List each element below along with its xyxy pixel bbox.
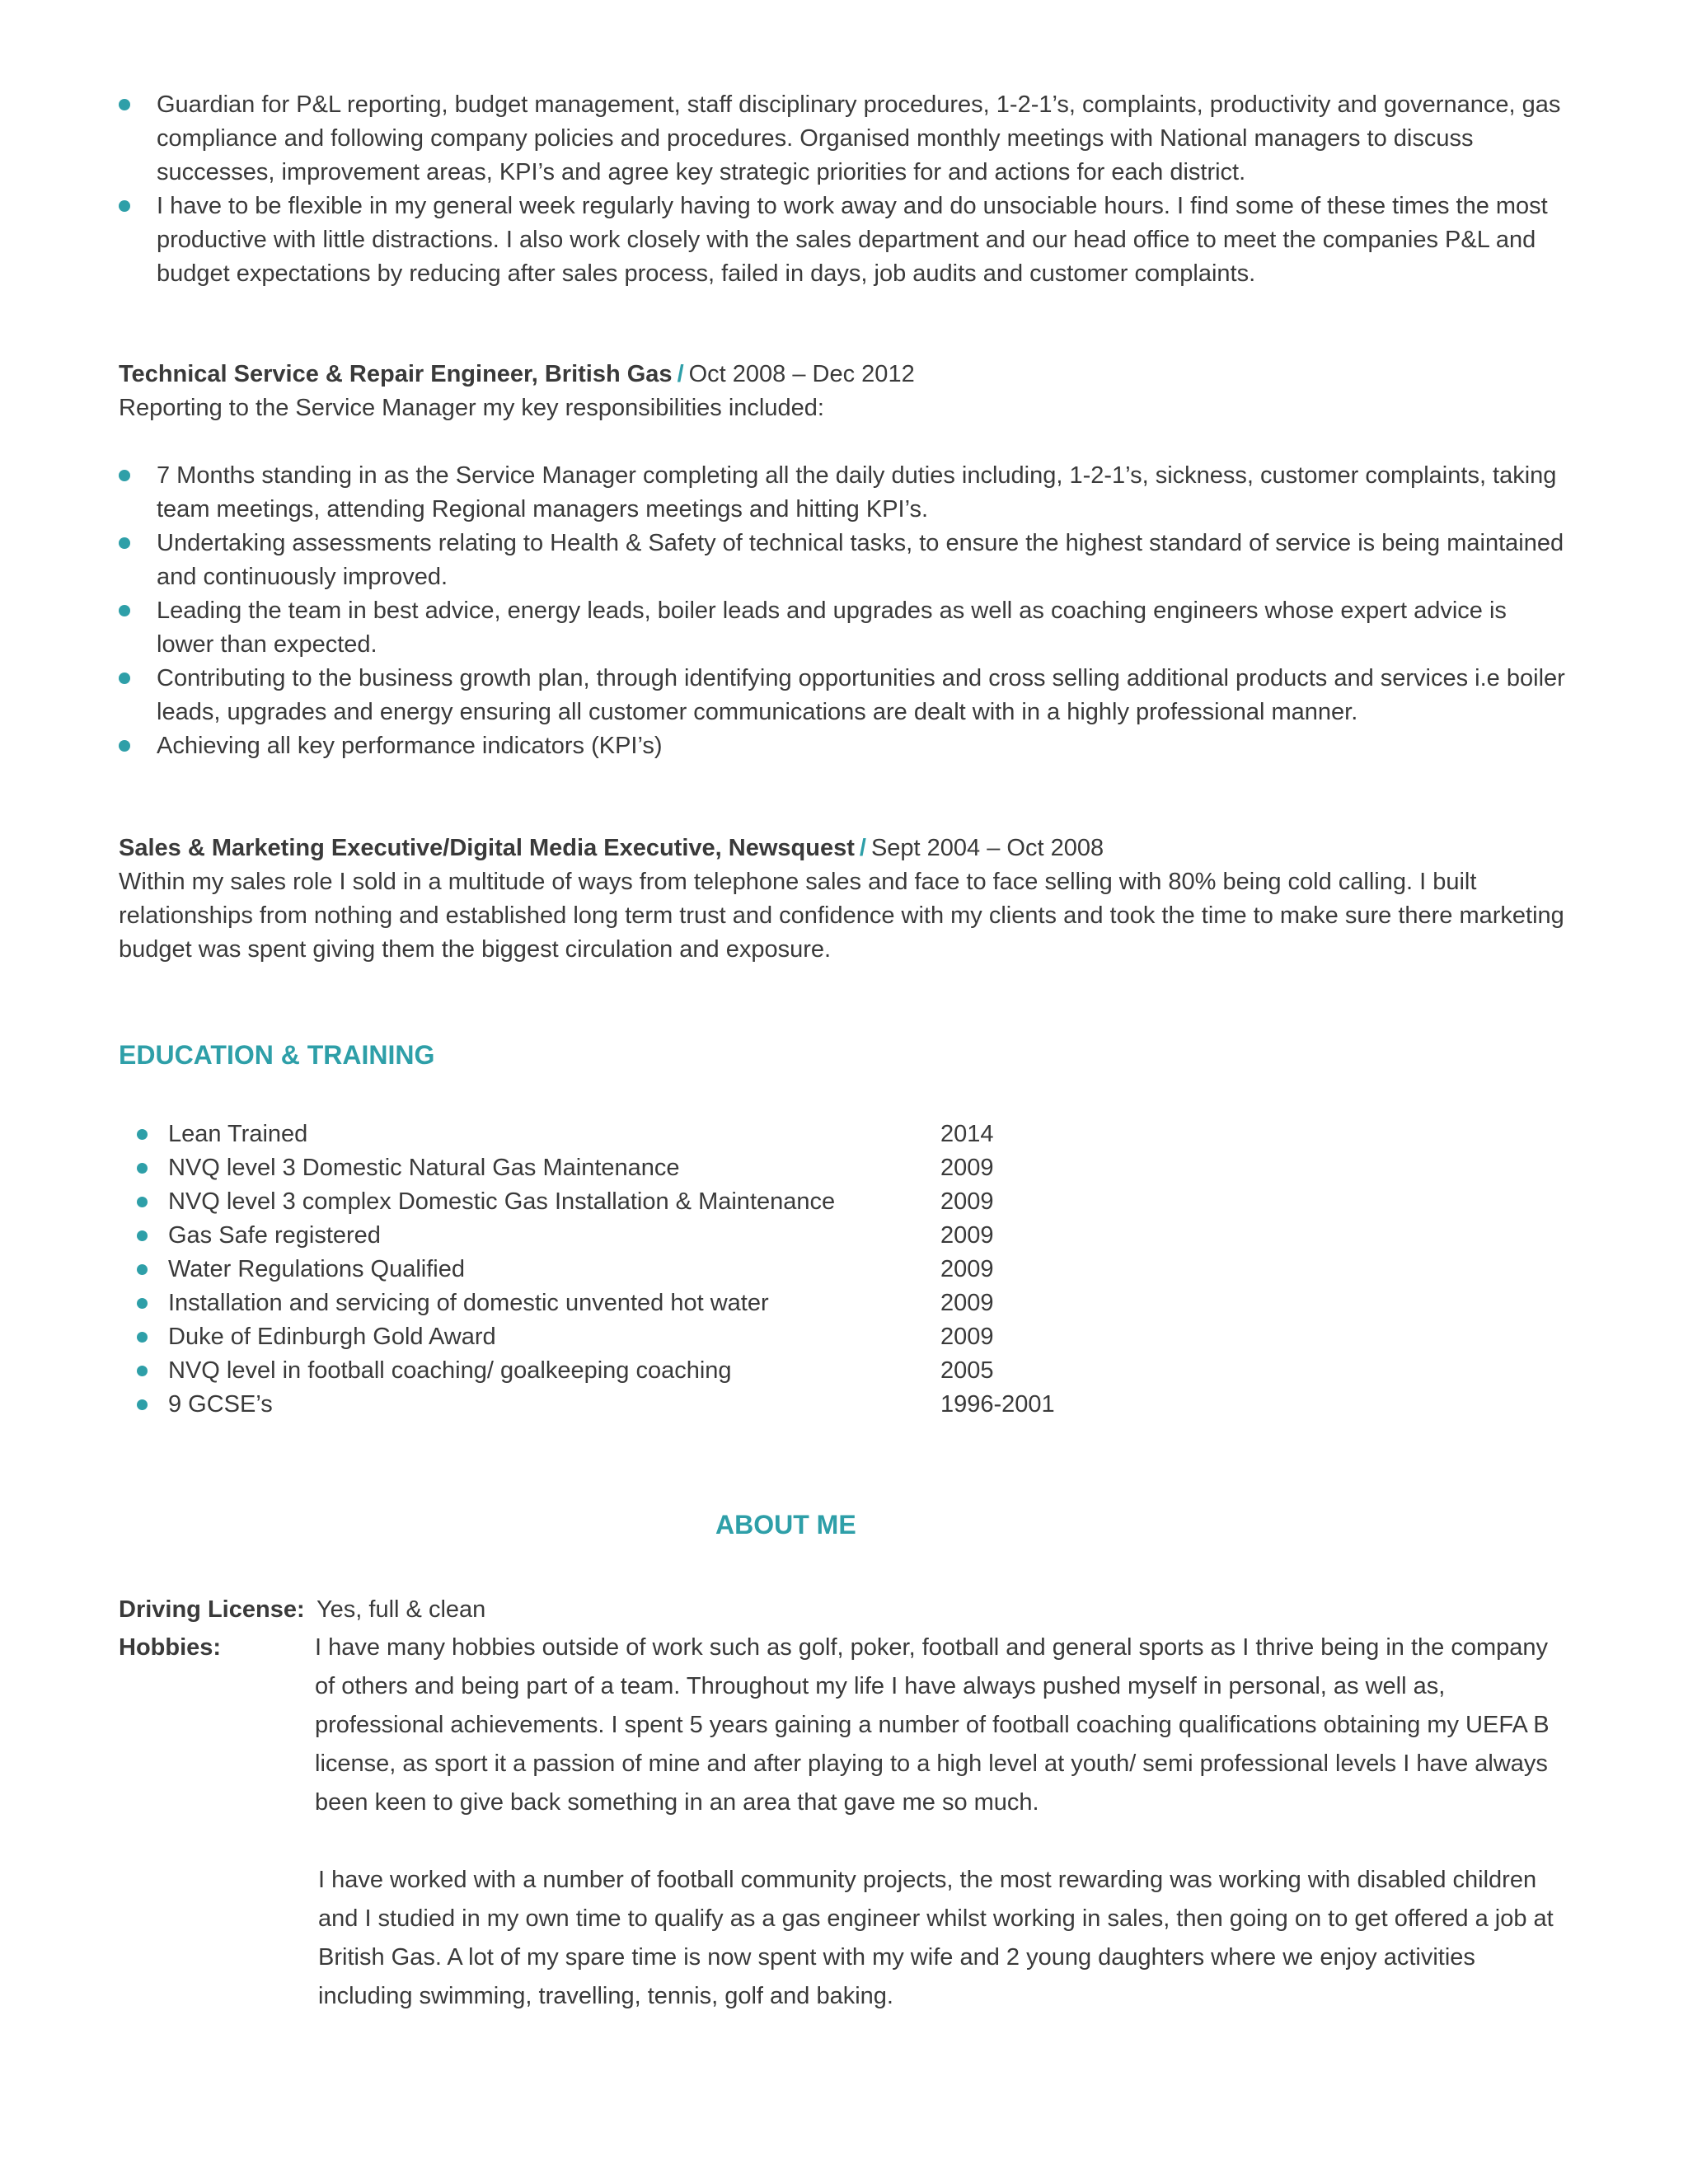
education-item (137, 1354, 1126, 1388)
list-item (119, 594, 1569, 662)
list-item (119, 662, 1569, 729)
bullet-dot-icon (137, 1264, 148, 1275)
bullet-dot-icon (137, 1230, 148, 1241)
driving-license-label: Driving License: (119, 1596, 305, 1623)
course-name: Lean Trained (168, 1121, 308, 1147)
course-name: Duke of Edinburgh Gold Award (168, 1324, 496, 1350)
bullet-dot-icon (137, 1163, 148, 1174)
bullet-dot-icon (137, 1298, 148, 1309)
education-heading: EDUCATION & TRAINING (119, 1040, 435, 1070)
bullet-dot-icon (137, 1332, 148, 1343)
job-heading-newsquest (119, 832, 1104, 865)
bullet-text: 7 Months standing in as the Service Manager completing all the daily duties including, 1-2-1’s, sickness, customer complaints, taking team meetings, attending Regional managers meetings and hitting KPI’s. (157, 462, 1557, 523)
education-item (137, 1219, 1126, 1253)
bullet-dot-icon (119, 537, 130, 549)
about-heading: ABOUT ME (715, 1510, 856, 1540)
job-title: Technical Service & Repair Engineer, British Gas (119, 361, 673, 387)
course-name: NVQ level in football coaching/ goalkeeping coaching (168, 1357, 732, 1384)
job-description: Within my sales role I sold in a multitude of ways from telephone sales and face to face selling with 80% being cold calling. I built relationships from nothing and established long term trust and confidence with my clients and took the time to make sure there marketing budget was spent giving them the biggest circulation and exposure. (119, 869, 1564, 963)
education-item (137, 1286, 1126, 1320)
education-item (137, 1118, 1126, 1151)
course-year: 2009 (940, 1188, 994, 1215)
hobbies-label: Hobbies: (119, 1634, 222, 1661)
job-title: Sales & Marketing Executive/Digital Media Executive, Newsquest (119, 835, 855, 861)
bullet-dot-icon (119, 99, 130, 110)
previous-role-bullets (119, 88, 1569, 291)
bullet-dot-icon (137, 1197, 148, 1207)
list-item (119, 459, 1569, 527)
separator: / (859, 835, 866, 861)
bullet-dot-icon (119, 673, 130, 684)
course-year: 2009 (940, 1324, 994, 1350)
education-item (137, 1388, 1126, 1422)
list-item (119, 190, 1569, 291)
driving-license-value: Yes, full & clean (316, 1596, 486, 1623)
bullet-text: Contributing to the business growth plan, through identifying opportunities and cross selling additional products and services i.e boiler leads, upgrades and energy ensuring all customer communications are dealt with in a highly professional manner. (157, 665, 1565, 725)
hobbies-paragraph-1: I have many hobbies outside of work such as golf, poker, football and general sports as I thrive being in the company of others and being part of a team. Throughout my life I have always pushed myself in personal, as well as, professional achievements. I spent 5 years gaining a number of football coaching qualifications obtaining my UEFA B license, as sport it a passion of mine and after playing to a high level at youth/ semi professional levels I have always been keen to give back something in an area that gave me so much. (315, 1634, 1550, 1816)
course-year: 2014 (940, 1121, 994, 1147)
hobbies-paragraph-2: I have worked with a number of football community projects, the most rewarding was working with disabled children and I studied in my own time to qualify as a gas engineer whilst working in sales, then going on to get offered a job at British Gas. A lot of my spare time is now spent with my wife and 2 young daughters where we enjoy activities including swimming, travelling, tennis, golf and baking. (318, 1867, 1554, 2009)
bullet-dot-icon (137, 1129, 148, 1140)
bullet-text: Achieving all key performance indicators (KPI’s) (157, 733, 663, 759)
course-year: 2005 (940, 1357, 994, 1384)
separator: / (677, 361, 684, 387)
education-item (137, 1151, 1126, 1185)
job-dates: Oct 2008 – Dec 2012 (688, 361, 915, 387)
bullet-dot-icon (137, 1366, 148, 1376)
course-name: 9 GCSE’s (168, 1391, 273, 1418)
course-name: Water Regulations Qualified (168, 1256, 465, 1282)
bullet-text: Leading the team in best advice, energy leads, boiler leads and upgrades as well as coaching engineers whose expert advice is lower than expected. (157, 598, 1507, 658)
course-name: NVQ level 3 Domestic Natural Gas Maintenance (168, 1155, 680, 1181)
list-item (119, 729, 1569, 763)
education-item (137, 1320, 1126, 1354)
job-heading-british-gas (119, 358, 915, 391)
list-item (119, 88, 1569, 190)
job-dates: Sept 2004 – Oct 2008 (870, 835, 1104, 861)
bullet-dot-icon (119, 200, 130, 212)
course-name: Gas Safe registered (168, 1222, 381, 1249)
british-gas-bullets (119, 459, 1569, 763)
course-year: 2009 (940, 1155, 994, 1181)
course-year: 2009 (940, 1222, 994, 1249)
bullet-dot-icon (137, 1399, 148, 1410)
list-item (119, 527, 1569, 594)
bullet-text: Undertaking assessments relating to Health & Safety of technical tasks, to ensure the highest standard of service is being maintained and continuously improved. (157, 530, 1564, 590)
education-item (137, 1185, 1126, 1219)
course-year: 2009 (940, 1256, 994, 1282)
course-name: NVQ level 3 complex Domestic Gas Installation & Maintenance (168, 1188, 836, 1215)
bullet-text: I have to be flexible in my general week regularly having to work away and do unsociable hours. I find some of these times the most productive with little distractions. I also work closely with the sales department and our head office to meet the companies P&L and budget expectations by reducing after sales process, failed in days, job audits and customer complaints. (157, 193, 1548, 287)
job-intro: Reporting to the Service Manager my key responsibilities included: (119, 395, 824, 421)
course-year: 2009 (940, 1290, 994, 1316)
bullet-dot-icon (119, 605, 130, 616)
bullet-text: Guardian for P&L reporting, budget management, staff disciplinary procedures, 1-2-1’s, complaints, productivity and governance, gas compliance and following company policies and procedures. Organised monthly meetings with National managers to discuss successes, improvement areas, KPI’s and agree key strategic priorities for and actions for each district. (157, 91, 1561, 185)
course-year: 1996-2001 (940, 1391, 1055, 1418)
bullet-dot-icon (119, 740, 130, 752)
education-list (137, 1118, 1126, 1422)
course-name: Installation and servicing of domestic unvented hot water (168, 1290, 769, 1316)
education-item (137, 1253, 1126, 1286)
bullet-dot-icon (119, 470, 130, 481)
